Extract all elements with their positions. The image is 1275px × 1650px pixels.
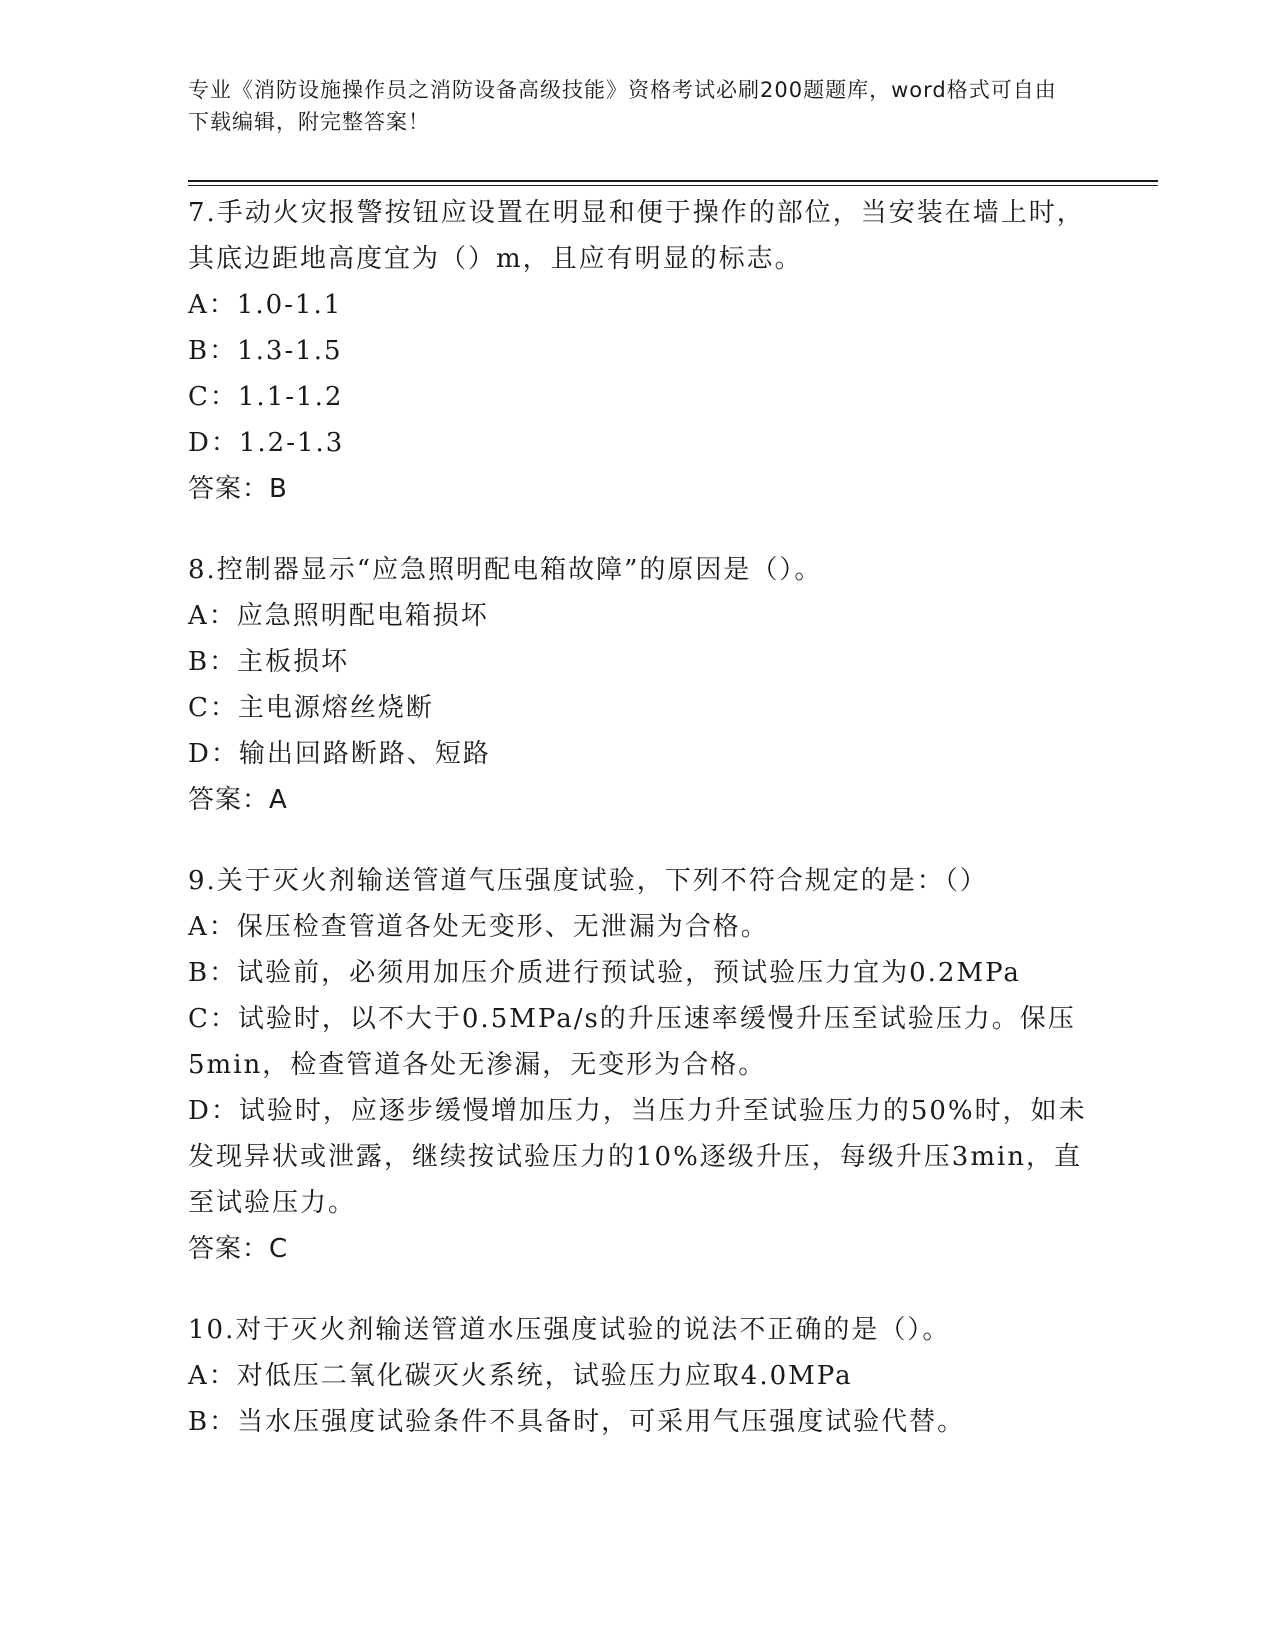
question-stem: 8.控制器显示“应急照明配电箱故障”的原因是（）。 bbox=[188, 555, 823, 585]
header-divider-thin bbox=[188, 185, 1158, 186]
option-b: B：1.3-1.5 bbox=[188, 336, 343, 366]
question-8 bbox=[188, 547, 1088, 823]
option-d: D：试验时，应逐步缓慢增加压力，当压力升至试验压力的50%时，如未发现异状或泄露，继续按试验压力的10%逐级升压，每级升压3min，直至试验压力。 bbox=[188, 1096, 1087, 1218]
option-d: D：输出回路断路、短路 bbox=[188, 739, 491, 769]
option-b: B：试验前，必须用加压介质进行预试验，预试验压力宜为0.2MPa bbox=[188, 958, 1021, 988]
question-list bbox=[188, 190, 1088, 1480]
option-c: C：1.1-1.2 bbox=[188, 382, 344, 412]
answer-label: 答案：A bbox=[188, 785, 288, 815]
header-divider-thick bbox=[188, 180, 1158, 182]
option-a: A：保压检查管道各处无变形、无泄漏为合格。 bbox=[188, 912, 769, 942]
option-a: A：应急照明配电箱损坏 bbox=[188, 601, 489, 631]
question-9 bbox=[188, 858, 1088, 1272]
option-c: C：试验时，以不大于0.5MPa/s的升压速率缓慢升压至试验压力。保压5min，检查管道各处无渗漏，无变形为合格。 bbox=[188, 1004, 1076, 1080]
option-b: B：主板损坏 bbox=[188, 647, 350, 677]
question-stem: 7.手动火灾报警按钮应设置在明显和便于操作的部位，当安装在墙上时，其底边距地高度宜为（）m，且应有明显的标志。 bbox=[188, 198, 1085, 274]
question-stem: 9.关于灭火剂输送管道气压强度试验，下列不符合规定的是：（） bbox=[188, 866, 988, 896]
question-10 bbox=[188, 1307, 1088, 1445]
option-a: A：1.0-1.1 bbox=[188, 290, 343, 320]
answer-label: 答案：C bbox=[188, 1234, 289, 1264]
document-header: 专业《消防设施操作员之消防设备高级技能》资格考试必刷200题题库，word格式可自由下载编辑，附完整答案！ bbox=[188, 78, 1057, 134]
answer-label: 答案：B bbox=[188, 474, 288, 504]
question-stem: 10.对于灭火剂输送管道水压强度试验的说法不正确的是（）。 bbox=[188, 1315, 951, 1345]
question-7 bbox=[188, 190, 1088, 512]
option-b: B：当水压强度试验条件不具备时，可采用气压强度试验代替。 bbox=[188, 1407, 966, 1437]
option-a: A：对低压二氧化碳灭火系统，试验压力应取4.0MPa bbox=[188, 1361, 853, 1391]
option-d: D：1.2-1.3 bbox=[188, 428, 345, 458]
option-c: C：主电源熔丝烧断 bbox=[188, 693, 434, 723]
